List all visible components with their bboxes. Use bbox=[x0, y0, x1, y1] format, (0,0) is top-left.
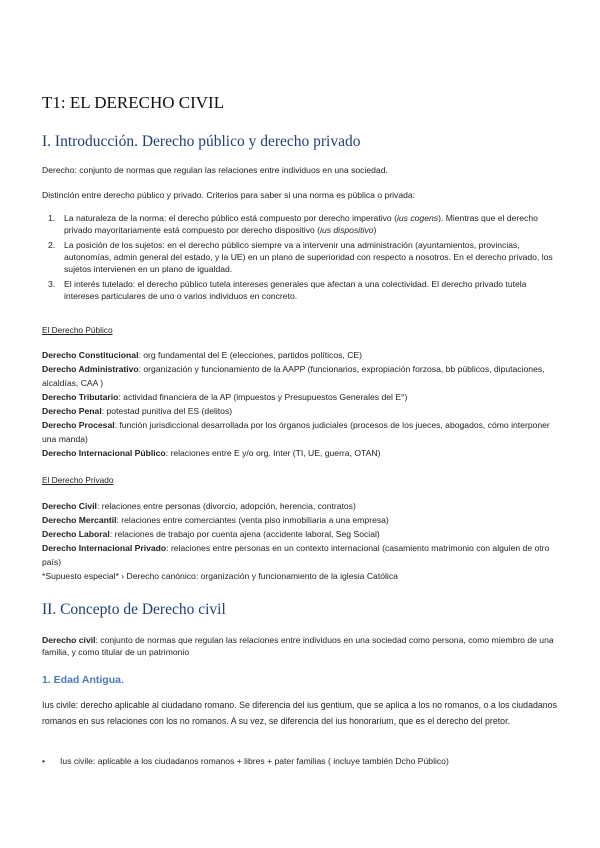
criteria-number: 3. bbox=[48, 279, 56, 289]
term-desc: : relaciones de trabajo por cuenta ajena (accidente laboral, Seg Social) bbox=[109, 529, 380, 539]
term-desc: : actividad financiera de la AP (impuestos y Presupuestos Generales del E°) bbox=[118, 392, 408, 402]
term-desc: : org fundamental del E (elecciones, partidos políticos, CE) bbox=[138, 350, 363, 360]
term-desc: : relaciones entre E y/o org. Inter (TI, UE, guerra, OTAN) bbox=[165, 448, 381, 458]
bullet-icon: • bbox=[42, 756, 46, 766]
list-item bbox=[42, 513, 562, 527]
list-item bbox=[42, 404, 562, 418]
term: Derecho Internacional Público bbox=[42, 448, 166, 458]
document-title: T1: EL DERECHO CIVIL bbox=[42, 93, 225, 112]
public-law-list bbox=[42, 348, 562, 460]
criteria-text: ) bbox=[373, 225, 377, 235]
term: Derecho Laboral bbox=[42, 529, 110, 539]
ius-civile-paragraph: Ius civile: derecho aplicable al ciudadano romano. Se diferencia del ius gentium, que se aplica a los no romanos, o a los ciudadanos romanos en sus relaciones con los no romanos. A su vez, se diferencia del ius honorarium, que es el derecho del pretor. bbox=[42, 700, 557, 726]
criteria-text: La posición de los sujetos: en el derecho público siempre va a intervenir una administración (ayuntamientos, provincias, autonomías, admin general del estado, y la UE) en un plano de superioridad con respecto a nosotros. En el derecho privado, los sujetos intervienen en un plano de igualdad. bbox=[64, 240, 553, 274]
bullet-text: Ius civile: aplicable a los ciudadanos romanos + libres + pater familias ( incluye también Dcho Público) bbox=[60, 756, 449, 766]
term-desc: : relaciones entre comerciantes (venta piso inmobiliaria a una empresa) bbox=[116, 515, 389, 525]
civil-law-definition bbox=[42, 634, 562, 658]
criteria-item bbox=[42, 278, 562, 302]
criteria-text: El interés tutelado: el derecho público tutela intereses generales que afectan a una colectividad. El derecho privado tutela intereses particulares de uno o varios individuos en concreto. bbox=[64, 279, 527, 301]
distinction-intro: Distinción entre derecho público y privado. Criterios para saber si una norma es pública o privada: bbox=[42, 190, 416, 200]
term-desc: : función jurisdiccional desarrollada por los órganos judiciales (procesos de los jueces, abogados, cómo interponer una manda) bbox=[42, 420, 550, 444]
list-item bbox=[42, 541, 562, 569]
term: Derecho Administrativo bbox=[42, 364, 139, 374]
term-desc: : potestad punitiva del ES (delitos) bbox=[101, 406, 233, 416]
term: Derecho civil bbox=[42, 635, 96, 645]
term-desc: : organización y funcionamiento de la AAPP (funcionarios, expropiación forzosa, bb públicos, diputaciones, alcaldías, CAA ) bbox=[42, 364, 545, 388]
criteria-item bbox=[42, 212, 562, 236]
criteria-list bbox=[42, 212, 562, 305]
section1-heading: I. Introducción. Derecho público y derecho privado bbox=[42, 133, 361, 150]
list-item bbox=[42, 499, 562, 513]
criteria-italic: ius dispositivo bbox=[320, 225, 374, 235]
criteria-italic: ius cogens bbox=[396, 213, 439, 223]
term: Derecho Tributario bbox=[42, 392, 119, 402]
term: Derecho Penal bbox=[42, 406, 102, 416]
list-item bbox=[42, 348, 562, 362]
section2-heading: II. Concepto de Derecho civil bbox=[42, 601, 226, 618]
list-item bbox=[42, 390, 562, 404]
criteria-text: ). Mientras que el derecho privado mayoritariamente está compuesto por derecho dispositivo ( bbox=[64, 213, 538, 235]
list-item bbox=[42, 569, 562, 583]
criteria-item bbox=[42, 239, 562, 275]
criteria-number: 1. bbox=[48, 213, 56, 223]
term: Derecho Civil bbox=[42, 501, 97, 511]
list-item bbox=[42, 446, 562, 460]
term: Derecho Procesal bbox=[42, 420, 115, 430]
term-desc: *Supuesto especial* › Derecho canónico: organización y funcionamiento de la iglesia Católica bbox=[42, 571, 398, 581]
criteria-number: 2. bbox=[48, 240, 56, 250]
list-item bbox=[42, 527, 562, 541]
list-item bbox=[42, 418, 562, 446]
law-definition: Derecho: conjunto de normas que regulan las relaciones entre individuos en una sociedad. bbox=[42, 165, 388, 175]
public-law-label: El Derecho Público bbox=[42, 325, 113, 335]
list-item bbox=[42, 362, 562, 390]
private-law-list bbox=[42, 499, 562, 583]
bullet-item bbox=[42, 755, 580, 767]
subsection-heading: 1. Edad Antigua. bbox=[42, 674, 124, 686]
private-law-label: El Derecho Privado bbox=[42, 475, 114, 485]
term: Derecho Constitucional bbox=[42, 350, 139, 360]
term-desc: : conjunto de normas que regulan las relaciones entre individuos en una sociedad como persona, como miembro de una familia, y como titular de un patrimonio bbox=[42, 635, 554, 657]
term-desc: : relaciones entre personas (divorcio, adopción, herencia, contratos) bbox=[96, 501, 356, 511]
term-desc: : relaciones entre personas en un contexto internacional (casamiento matrimonio con alguien de otro país) bbox=[42, 543, 550, 567]
criteria-text: La naturaleza de la norma: el derecho público está compuesto por derecho imperativo ( bbox=[64, 213, 397, 223]
term: Derecho Internacional Privado bbox=[42, 543, 167, 553]
term: Derecho Mercantil bbox=[42, 515, 117, 525]
